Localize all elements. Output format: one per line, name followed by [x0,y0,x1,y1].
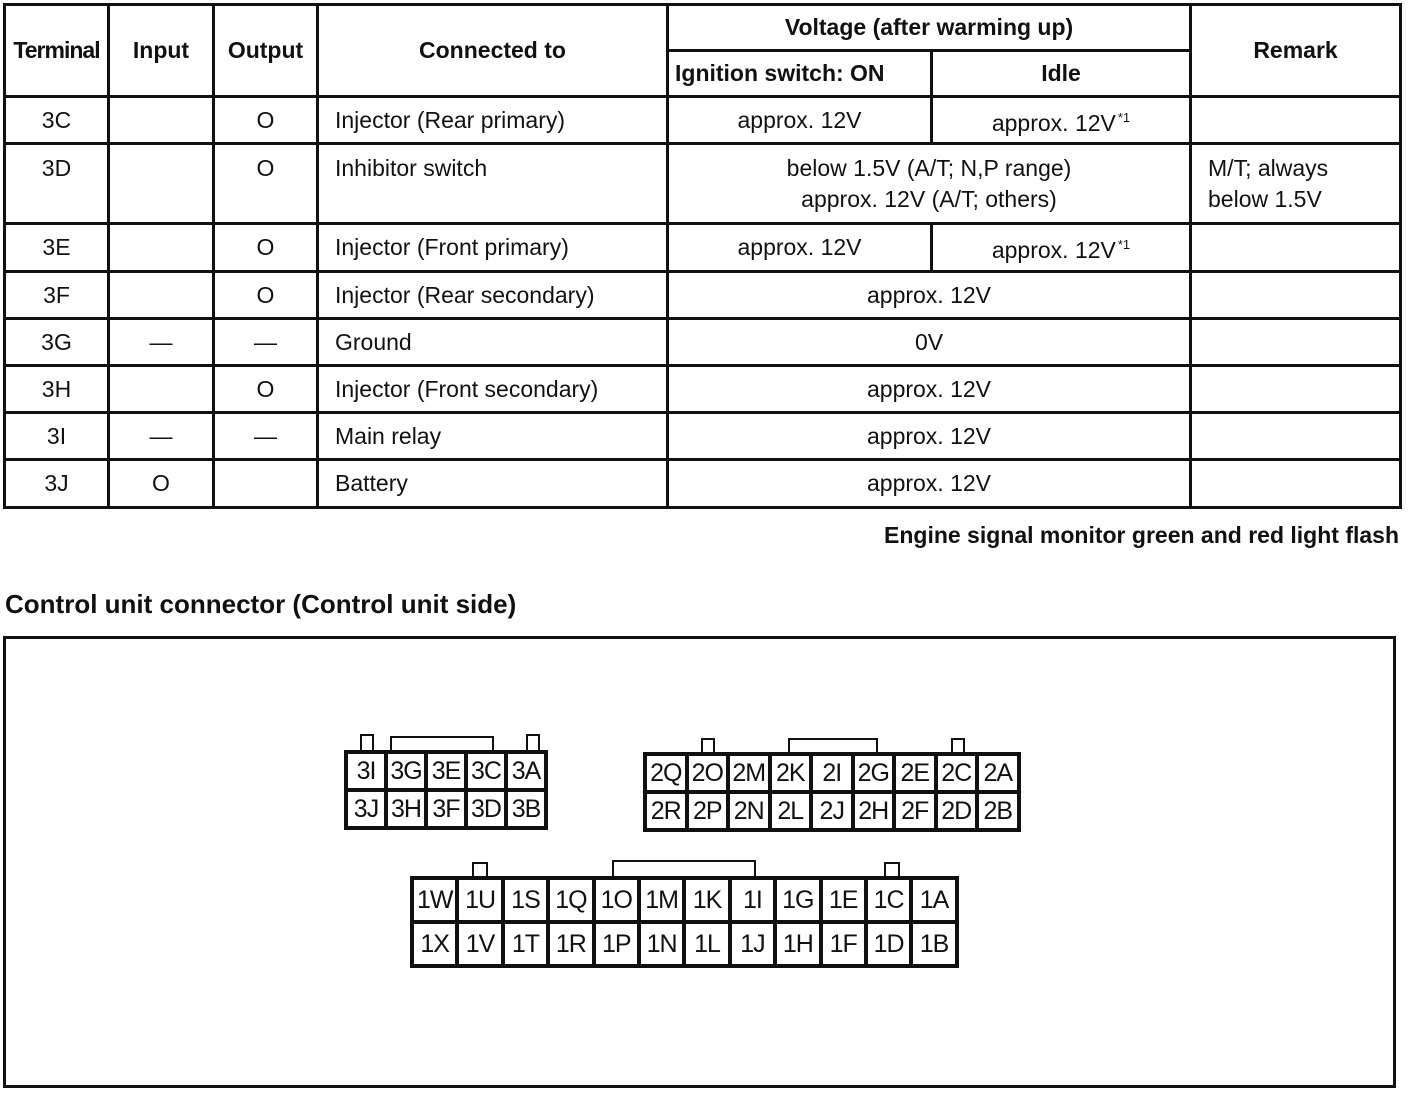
connector-pin: 2D [936,792,978,830]
connector-pin: 1C [866,878,911,922]
voltage-cell: 0V [668,319,1191,366]
connector-pin: 2C [936,754,978,792]
connected-cell: Injector (Front primary) [318,224,668,272]
header-remark: Remark [1191,5,1401,97]
connected-cell: Inhibitor switch [318,144,668,224]
remark-cell [1191,144,1401,224]
connector-pin: 3A [506,752,546,790]
connected-cell: Injector (Rear secondary) [318,272,668,319]
connector-pin: 1R [548,922,593,966]
remark-line-2: below 1.5V [1208,186,1322,212]
connector-pin: 2J [811,792,853,830]
input-cell [109,272,214,319]
table-row [5,97,1401,144]
output-cell: — [214,413,318,460]
voltage-cell: approx. 12V [668,366,1191,413]
footnote-mark: *1 [1117,109,1131,125]
connector-pin: 2L [770,792,812,830]
output-cell: O [214,144,318,224]
connector-pin: 1O [594,878,639,922]
table-row [5,413,1401,460]
input-cell [109,144,214,224]
terminal-cell: 3E [5,224,109,272]
terminal-cell: 3G [5,319,109,366]
header-input: Input [109,5,214,97]
connector-pin: 1D [866,922,911,966]
connector-2-pins [643,752,1021,832]
voltage-cell: approx. 12V [668,460,1191,508]
remark-line-1: M/T; always [1208,155,1329,181]
connector-pin: 1H [775,922,820,966]
connector-pin: 3D [466,790,506,828]
ignition-voltage-cell: approx. 12V [668,97,932,144]
connected-cell: Main relay [318,413,668,460]
connector-pin: 3F [426,790,466,828]
remark-cell [1191,272,1401,319]
connector-pin: 2N [728,792,770,830]
connector-pin: 3H [386,790,426,828]
connector-pin: 2A [977,754,1019,792]
connector-pin: 3C [466,752,506,790]
input-cell: — [109,413,214,460]
output-cell: O [214,97,318,144]
connector-pin: 3E [426,752,466,790]
terminal-cell: 3F [5,272,109,319]
connector-pin: 2F [894,792,936,830]
voltage-line-2: approx. 12V (A/T; others) [801,186,1057,212]
remark-cell [1191,224,1401,272]
idle-voltage-value: approx. 12V [991,109,1116,136]
connector-pin: 3G [386,752,426,790]
connected-cell: Injector (Rear primary) [318,97,668,144]
terminal-cell: 3J [5,460,109,508]
voltage-cell [668,144,1191,224]
output-cell: O [214,224,318,272]
connector-pin: 3J [346,790,386,828]
connector-pin: 1T [503,922,548,966]
ignition-voltage-cell: approx. 12V [668,224,932,272]
table-row [5,144,1401,224]
connector-pin: 1U [457,878,502,922]
table-row [5,460,1401,508]
terminal-cell: 3I [5,413,109,460]
table-row [5,319,1401,366]
connector-pin: 1Q [548,878,593,922]
footnote-mark: *1 [1117,237,1131,252]
connector-pin: 1V [457,922,502,966]
input-cell: — [109,319,214,366]
connector-pin: 1G [775,878,820,922]
connector-section-title: Control unit connector (Control unit side) [5,589,517,619]
header-idle: Idle [932,51,1191,97]
connector-pin: 2B [977,792,1019,830]
header-output: Output [214,5,318,97]
voltage-cell: approx. 12V [668,413,1191,460]
connector-pin: 2E [894,754,936,792]
connector-pin: 1S [503,878,548,922]
connector-pin: 1A [911,878,956,922]
input-cell [109,97,214,144]
connected-cell: Injector (Front secondary) [318,366,668,413]
remark-cell [1191,366,1401,413]
input-cell [109,224,214,272]
connector-pin: 2R [645,792,687,830]
idle-voltage-cell [932,97,1191,144]
connector-pin: 1J [730,922,775,966]
connector-pin: 2O [687,754,729,792]
terminal-cell: 3C [5,97,109,144]
table-row [5,272,1401,319]
connector-pin: 1W [412,878,457,922]
footnote-text: Engine signal monitor green and red light flash [884,522,1399,548]
table-row [5,224,1401,272]
output-cell: O [214,272,318,319]
connector-pin: 1F [821,922,866,966]
input-cell: O [109,460,214,508]
connector-pin: 2Q [645,754,687,792]
connector-pin: 1B [911,922,956,966]
table-row [5,366,1401,413]
terminal-cell: 3H [5,366,109,413]
input-cell [109,366,214,413]
idle-voltage-cell [932,224,1191,272]
remark-cell [1191,413,1401,460]
voltage-cell: approx. 12V [668,272,1191,319]
connector-pin: 1K [684,878,729,922]
connected-cell: Battery [318,460,668,508]
terminal-cell: 3D [5,144,109,224]
output-cell: O [214,366,318,413]
output-cell: — [214,319,318,366]
header-terminal: Terminal [5,5,109,97]
output-cell [214,460,318,508]
connected-cell: Ground [318,319,668,366]
voltage-line-1: below 1.5V (A/T; N,P range) [786,155,1072,181]
connector-pin: 1I [730,878,775,922]
connector-pin: 1M [639,878,684,922]
connector-pin: 1X [412,922,457,966]
remark-cell [1191,97,1401,144]
idle-voltage-value: approx. 12V [991,237,1116,263]
remark-cell [1191,319,1401,366]
connector-pin: 3B [506,790,546,828]
terminal-table [3,3,1402,509]
connector-pin: 2G [853,754,895,792]
connector-pin: 2M [728,754,770,792]
connector-pin: 1P [594,922,639,966]
remark-cell [1191,460,1401,508]
connector-pin: 1E [821,878,866,922]
connector-1-pins [410,876,959,968]
connector-pin: 2K [770,754,812,792]
connector-pin: 2I [811,754,853,792]
header-connected-to: Connected to [318,5,668,97]
connector-pin: 1L [684,922,729,966]
header-voltage: Voltage (after warming up) [668,5,1191,51]
connector-pin: 2P [687,792,729,830]
connector-pin: 1N [639,922,684,966]
connector-pin: 2H [853,792,895,830]
connector-pin: 3I [346,752,386,790]
connector-3-pins [344,750,548,830]
header-ignition-on: Ignition switch: ON [668,51,932,97]
